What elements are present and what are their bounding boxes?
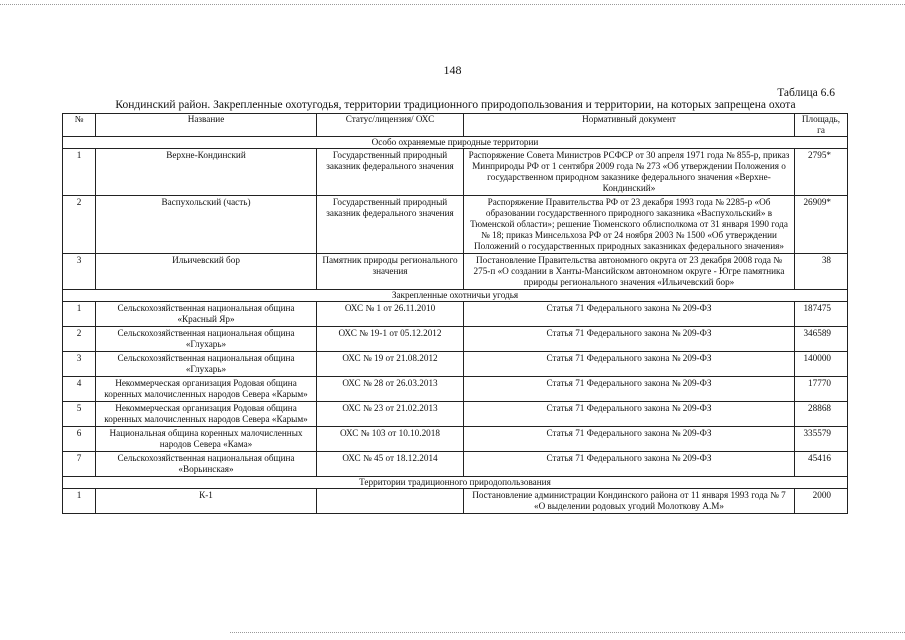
cell-area: 335579 [795,427,848,452]
col-header-status: Статус/лицензия/ ОХС [317,114,464,137]
table-row [63,427,848,452]
cell-area: 187475 [795,302,848,327]
cell-status: Памятник природы регионального значения [317,254,464,290]
cell-number: 3 [63,352,96,377]
cell-number: 2 [63,327,96,352]
cell-name: Сельскохозяйственная национальная община «Глухарь» [96,352,317,377]
cell-number: 6 [63,427,96,452]
table-caption: Кондинский район. Закрепленные охотугодья, территории традиционного природопользования и территории, на которых запрещена охота [115,99,796,111]
cell-area: 17770 [795,377,848,402]
section-label: Особо охраняемые природные территории [63,137,848,149]
cell-status: ОХС № 19-1 от 05.12.2012 [317,327,464,352]
cell-document: Постановление администрации Кондинского района от 11 января 1993 года № 7 «О выделении родовых угодий Молоткову А.М» [464,489,795,514]
cell-area: 140000 [795,352,848,377]
cell-name: Верхне-Кондинский [96,149,317,196]
cell-status: Государственный природный заказник федерального значения [317,196,464,254]
cell-document: Статья 71 Федерального закона № 209-ФЗ [464,452,795,477]
cell-area: 45416 [795,452,848,477]
hunting-grounds-table [62,113,848,514]
table-row [63,489,848,514]
cell-document: Статья 71 Федерального закона № 209-ФЗ [464,352,795,377]
cell-status: ОХС № 19 от 21.08.2012 [317,352,464,377]
table-header-row [63,114,848,137]
table-row [63,327,848,352]
cell-number: 4 [63,377,96,402]
cell-number: 1 [63,489,96,514]
cell-area: 26909* [795,196,848,254]
table-row [63,149,848,196]
table-row [63,352,848,377]
cell-document: Статья 71 Федерального закона № 209-ФЗ [464,327,795,352]
cell-status: ОХС № 45 от 18.12.2014 [317,452,464,477]
cell-document: Статья 71 Федерального закона № 209-ФЗ [464,427,795,452]
cell-area: 2795* [795,149,848,196]
section-row [63,290,848,302]
table-row [63,254,848,290]
cell-name: Ильичевский бор [96,254,317,290]
section-row [63,137,848,149]
cell-name: Васпухольский (часть) [96,196,317,254]
cell-status [317,489,464,514]
section-row [63,477,848,489]
cell-name: Сельскохозяйственная национальная община «Красный Яр» [96,302,317,327]
cell-status: ОХС № 1 от 26.11.2010 [317,302,464,327]
cell-document: Статья 71 Федерального закона № 209-ФЗ [464,302,795,327]
scan-edge-bottom [230,632,905,633]
section-label: Закрепленные охотничьи угодья [63,290,848,302]
table-label: Таблица 6.6 [777,87,835,99]
col-header-document: Нормативный документ [464,114,795,137]
cell-name: Некоммерческая организация Родовая община коренных малочисленных народов Севера «Карым» [96,402,317,427]
table-row [63,452,848,477]
cell-number: 1 [63,149,96,196]
cell-name: Национальная община коренных малочисленных народов Севера «Кама» [96,427,317,452]
cell-name: Некоммерческая организация Родовая община коренных малочисленных народов Севера «Карым» [96,377,317,402]
cell-number: 5 [63,402,96,427]
table-body [63,137,848,514]
cell-document: Постановление Правительства автономного округа от 23 декабря 2008 года № 275-п «О создании в Ханты-Мансийском автономном округе - Югре памятника природы регионального значения «Ильичевский бор» [464,254,795,290]
table-row [63,302,848,327]
table-row [63,196,848,254]
cell-status: ОХС № 103 от 10.10.2018 [317,427,464,452]
table-row [63,377,848,402]
cell-name: Сельскохозяйственная национальная община «Ворьинская» [96,452,317,477]
cell-number: 1 [63,302,96,327]
cell-document: Распоряжение Совета Министров РСФСР от 30 апреля 1971 года № 855-р, приказ Минприроды РФ от 1 сентября 2009 года № 273 «Об утверждении Положения о государственном природном заказнике федерального значения «Верхне-Кондинский» [464,149,795,196]
scan-edge-top [0,4,905,5]
cell-number: 3 [63,254,96,290]
col-header-name: Название [96,114,317,137]
cell-document: Распоряжение Правительства РФ от 23 декабря 1993 года № 2285-р «Об образовании государственного природного заказника «Васпухольский» в Тюменской области»; решение Тюменского облисполкома от 31 января 1990 года № 18; приказ Минсельхоза РФ от 24 ноября 2003 № 1500 «Об утверждении Положений о государственных природных заказниках федерального значения» [464,196,795,254]
page-number: 148 [443,63,462,77]
cell-number: 2 [63,196,96,254]
cell-name: К-1 [96,489,317,514]
cell-area: 28868 [795,402,848,427]
cell-area: 38 [795,254,848,290]
col-header-area: Площадь, га [795,114,848,137]
cell-document: Статья 71 Федерального закона № 209-ФЗ [464,402,795,427]
cell-status: Государственный природный заказник федерального значения [317,149,464,196]
cell-document: Статья 71 Федерального закона № 209-ФЗ [464,377,795,402]
cell-status: ОХС № 23 от 21.02.2013 [317,402,464,427]
section-label: Территории традиционного природопользования [63,477,848,489]
cell-area: 346589 [795,327,848,352]
table-row [63,402,848,427]
col-header-number: № [63,114,96,137]
cell-area: 2000 [795,489,848,514]
cell-name: Сельскохозяйственная национальная община «Глухарь» [96,327,317,352]
cell-number: 7 [63,452,96,477]
cell-status: ОХС № 28 от 26.03.2013 [317,377,464,402]
